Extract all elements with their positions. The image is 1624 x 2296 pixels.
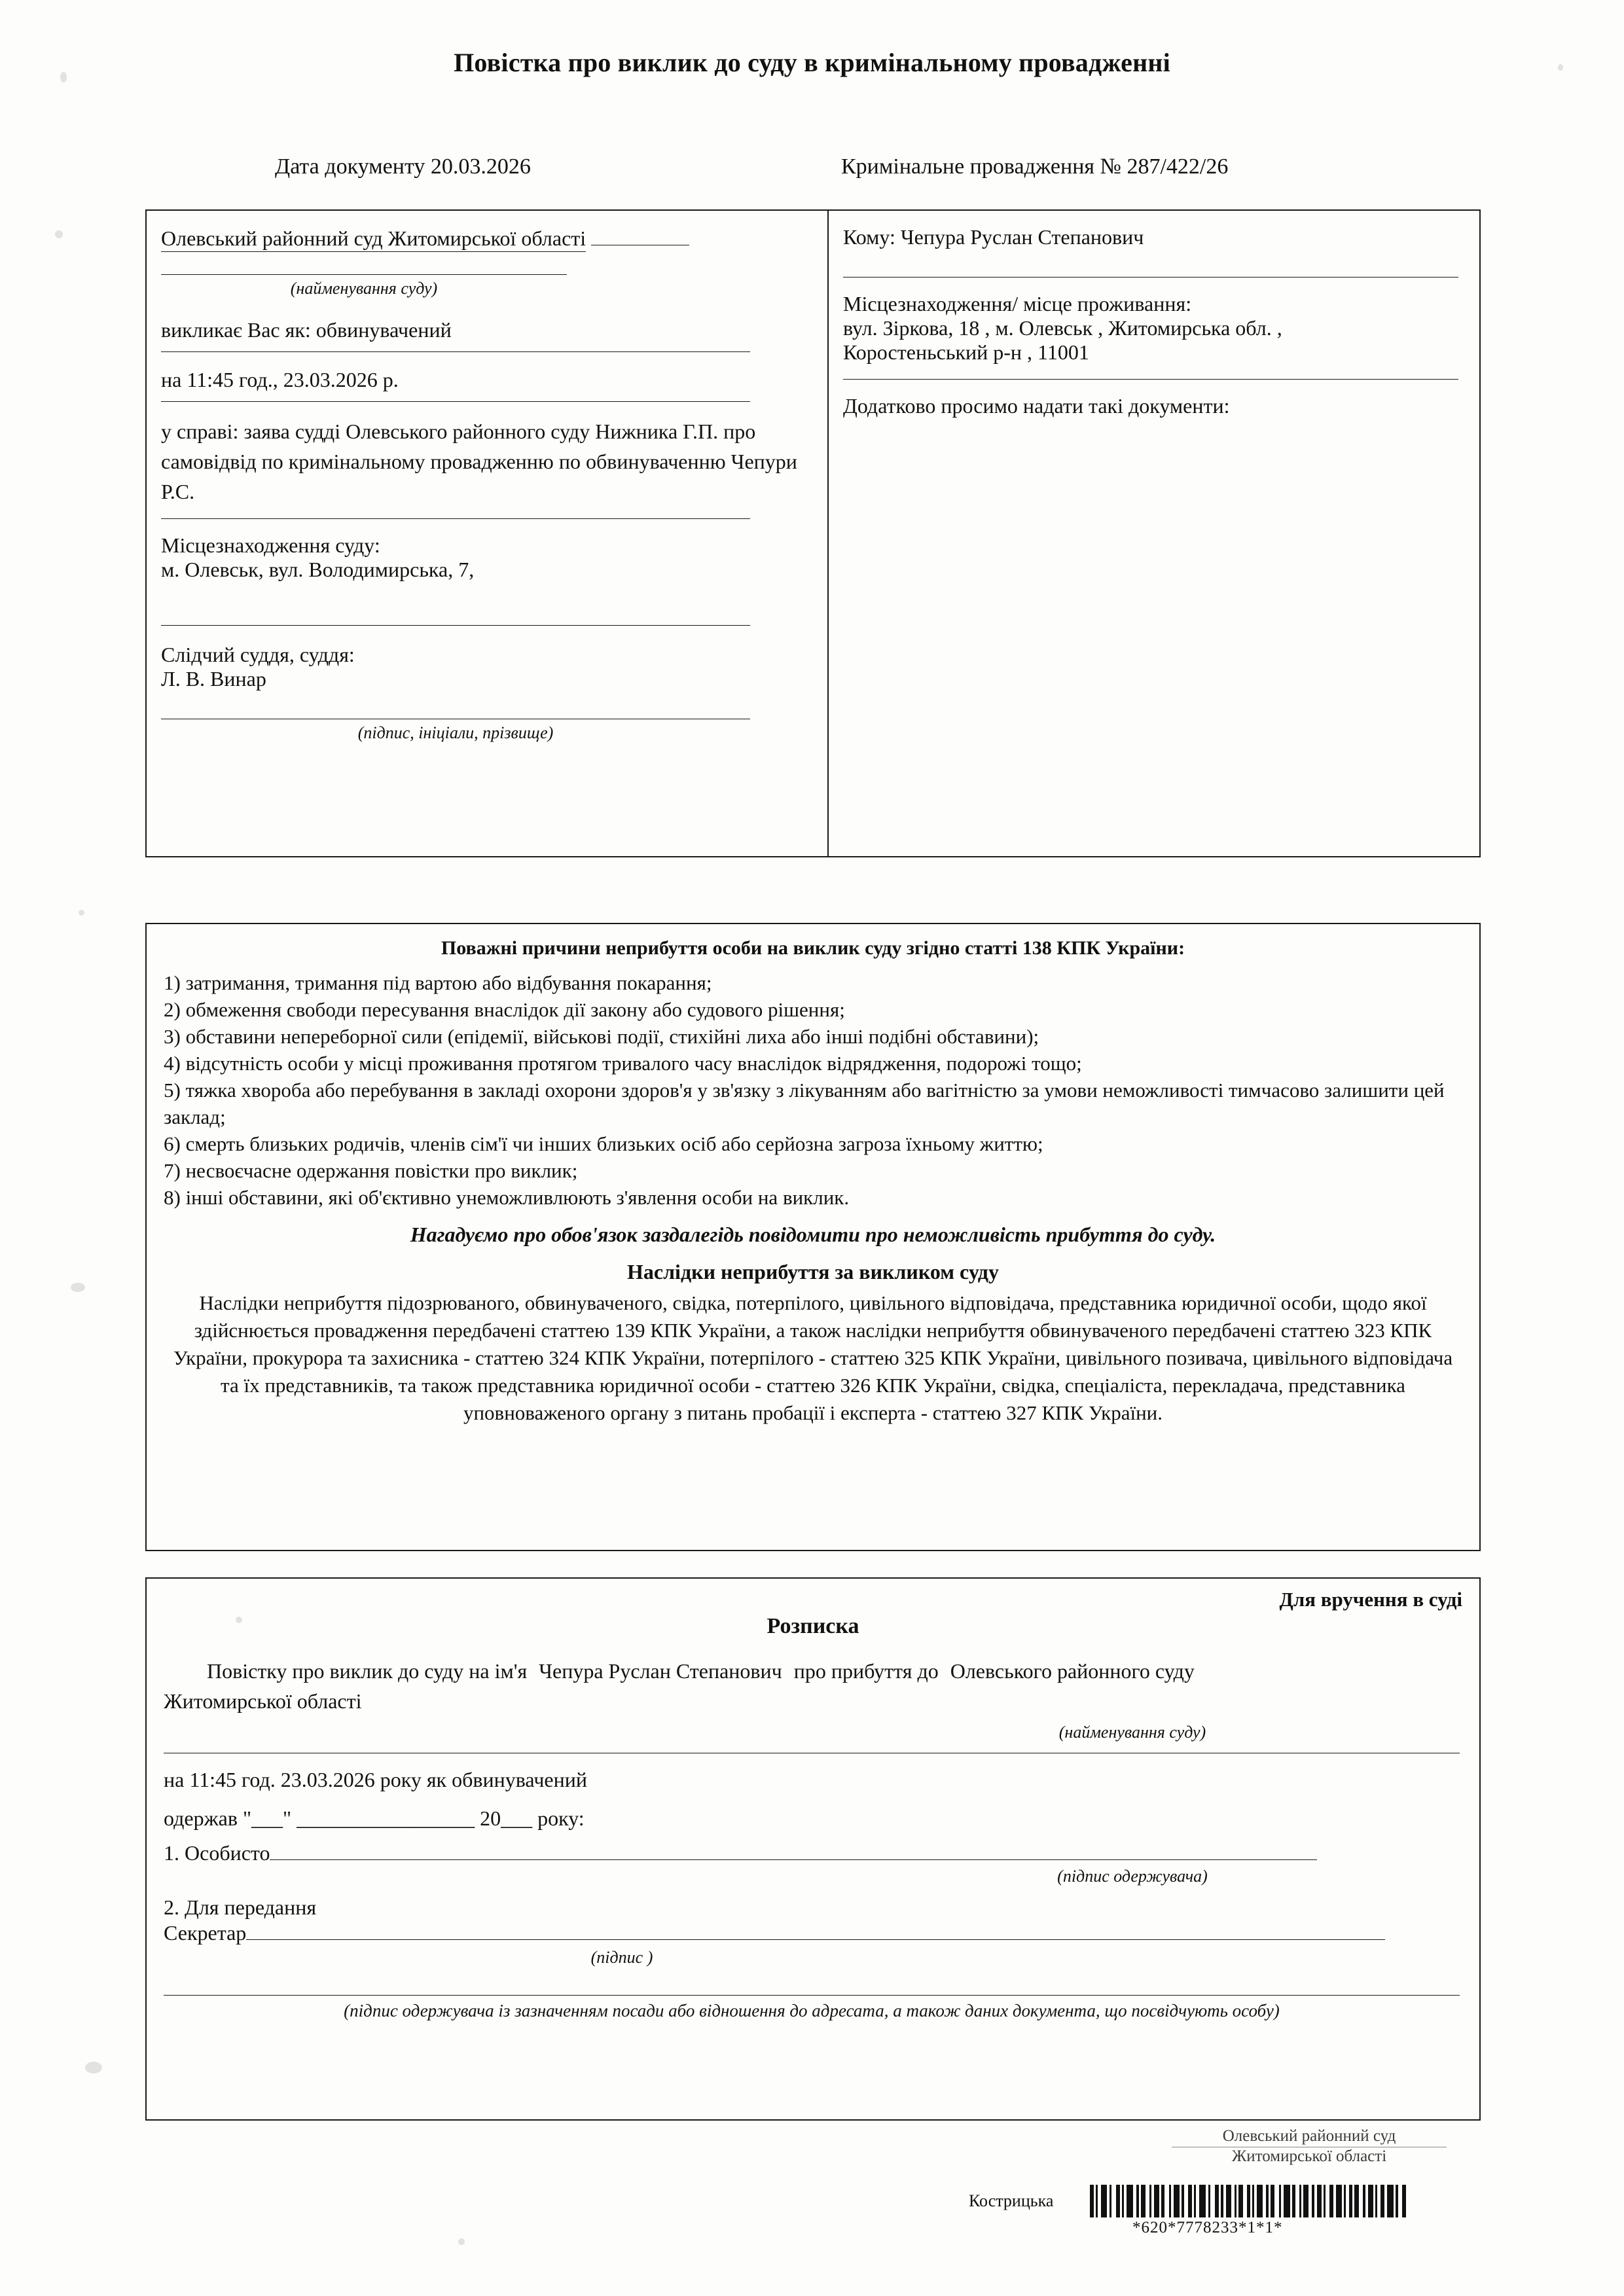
scan-speck	[55, 230, 63, 238]
case-number-label: Кримінальне провадження №	[841, 154, 1121, 179]
receipt-person-name: Чепура Руслан Степанович	[539, 1659, 782, 1683]
receipt-court-name-2: Житомирської області	[164, 1689, 362, 1713]
barcode-number: *620*7778233*1*1*	[1132, 2219, 1283, 2236]
recipient-name: Чепура Руслан Степанович	[900, 225, 1144, 249]
address-line-1: вул. Зіркова, 18 , м. Олевськ , Житомирська обл. ,	[843, 316, 1282, 340]
receipt-item-1	[164, 1841, 1462, 1865]
document-date-value: 20.03.2026	[430, 154, 531, 179]
recipient-rule	[843, 277, 1458, 278]
judge-label: Слідчий суддя, суддя:	[161, 643, 355, 666]
reason-item: 5) тяжка хвороба або перебування в закладі охорони здоров'я у зв'язку з лікуванням або вагітністю за умови неможливості тимчасово залишити цей заклад;	[164, 1079, 1445, 1128]
court-stamp	[1172, 2127, 1447, 2166]
consequences-title: Наслідки неприбуття за викликом суду	[627, 1260, 999, 1283]
receipt-court-caption: (найменування суду)	[1058, 1723, 1206, 1742]
court-name: Олевський районний суд Житомирської області	[161, 226, 586, 252]
receipt-secretary-label: Секретар	[164, 1921, 247, 1945]
address-line-2: Коростеньський р-н , 11001	[843, 340, 1089, 364]
recipient-label: Кому:	[843, 225, 895, 249]
summon-datetime: на 11:45 год., 23.03.2026 р.	[161, 368, 399, 391]
receipt-rule-2	[164, 1995, 1460, 1996]
judge-signature-caption: (підпис, ініціали, прізвище)	[357, 723, 554, 742]
scan-speck	[85, 2062, 102, 2073]
receipt-when: на 11:45 год. 23.03.2026 року як обвинувачений	[164, 1768, 587, 1791]
stamp-line-2: Житомирської області	[1231, 2147, 1387, 2165]
barcode-bars	[1090, 2185, 1509, 2217]
receipt-text-a: Повістку про виклик до суду на ім'я	[207, 1659, 528, 1683]
court-name-line	[161, 225, 813, 251]
receipt-secretary	[164, 1921, 1462, 1945]
receipt-bottom-caption: (підпис одержувача із зазначенням посади або відношення до адресата, а також даних документа, що посвідчують особу)	[344, 2001, 1280, 2020]
court-name-caption: (найменування суду)	[290, 279, 438, 298]
consequences-text: Наслідки неприбуття підозрюваного, обвинуваченого, свідка, потерпілого, цивільного відповідача, представника юридичної особи, щодо якої здійснюється провадження передбачені статтею 139 КПК України, а також наслідки неприбуття обвинуваченого передбачені статтею 323 КПК України, прокурора та захисника - статтею 324 КПК України, потерпілого - статтею 325 КПК України, цивільного позивача, цивільного відповідача та їх представників, та також представника юридичної особи - статтею 326 КПК України, свідка, спеціаліста, перекладача, представника уповноваженого органу з питань пробації і експерта - статтею 327 КПК України.	[173, 1291, 1453, 1424]
court-location-label: Місцезнаходження суду:	[161, 533, 380, 557]
summons-table	[145, 209, 1481, 857]
reminder-note: Нагадуємо про обов'язок заздалегідь повідомити про неможливість прибуття до суду.	[410, 1223, 1216, 1246]
case-number	[841, 154, 1228, 179]
reason-item: 4) відсутність особи у місці проживання протягом тривалого часу внаслідок відрядження, подорожі тощо;	[164, 1052, 1082, 1075]
judge-name: Л. В. Винар	[161, 667, 266, 691]
case-description-rule	[161, 518, 750, 519]
stamp-line-1: Олевський районний суд	[1222, 2127, 1396, 2145]
receipt-court-name: Олевського районного суду	[950, 1659, 1195, 1683]
summons-right-cell	[829, 211, 1481, 856]
receipt-secretary-caption: (підпис )	[590, 1948, 653, 1967]
receipt-item-1-caption: (підпис одержувача)	[1057, 1867, 1208, 1886]
receipt-box	[145, 1577, 1481, 2121]
reason-item: 8) інші обставини, які об'єктивно унеможливлюють з'явлення особи на виклик.	[164, 1186, 850, 1209]
receipt-received: одержав "___" _________________ 20___ року:	[164, 1806, 585, 1830]
document-date	[275, 154, 531, 179]
receipt-main-line	[164, 1656, 1462, 1686]
recipient-line	[843, 225, 1466, 249]
scan-speck	[79, 910, 84, 916]
summon-as-rule	[161, 351, 750, 352]
summon-as: викликає Вас як: обвинувачений	[161, 318, 452, 342]
reason-item: 1) затримання, тримання під вартою або відбування покарання;	[164, 971, 712, 994]
for-delivery-in-court: Для вручення в суді	[1279, 1588, 1462, 1611]
documents-request: Додатково просимо надати такі документи:	[843, 394, 1230, 418]
barcode-operator-name: Кострицька	[969, 2191, 1054, 2210]
reason-item: 6) смерть близьких родичів, членів сім'ї чи інших близьких осіб або серйозна загроза їхньому життю;	[164, 1132, 1043, 1155]
summons-left-cell	[147, 211, 827, 856]
court-location-rule	[161, 625, 750, 626]
reason-item: 7) несвоєчасне одержання повістки про виклик;	[164, 1159, 578, 1182]
receipt-item-1-label: 1. Особисто	[164, 1841, 270, 1865]
reason-item: 3) обставини непереборної сили (епідемії, військові події, стихійні лиха або інші подібні обставини);	[164, 1025, 1039, 1048]
case-number-value: 287/422/26	[1127, 154, 1229, 179]
receipt-title: Розписка	[767, 1614, 859, 1638]
scan-speck	[458, 2238, 465, 2245]
valid-reasons-box	[145, 923, 1481, 1551]
receipt-text-b: про прибуття до	[793, 1659, 939, 1683]
valid-reasons-header: Поважні причини неприбуття особи на виклик суду згідно статті 138 КПК України:	[441, 937, 1185, 959]
address-label: Місцезнаходження/ місце проживання:	[843, 292, 1192, 315]
scan-speck	[71, 1283, 85, 1292]
document-title: Повістка про виклик до суду в кримінальному провадженні	[454, 48, 1170, 77]
receipt-item-2: 2. Для передання	[164, 1895, 317, 1919]
reason-item: 2) обмеження свободи пересування внаслідок дії закону або судового рішення;	[164, 998, 845, 1021]
case-description: у справі: заява судді Олевського районного суду Нижника Г.П. про самовідвід по кримінальному провадженню по обвинуваченню Чепури Р.С.	[161, 420, 797, 503]
court-location-value: м. Олевськ, вул. Володимирська, 7,	[161, 558, 475, 581]
court-name-rule	[161, 274, 567, 275]
document-date-label: Дата документу	[275, 154, 425, 179]
address-rule	[843, 379, 1458, 380]
summon-datetime-rule	[161, 401, 750, 402]
